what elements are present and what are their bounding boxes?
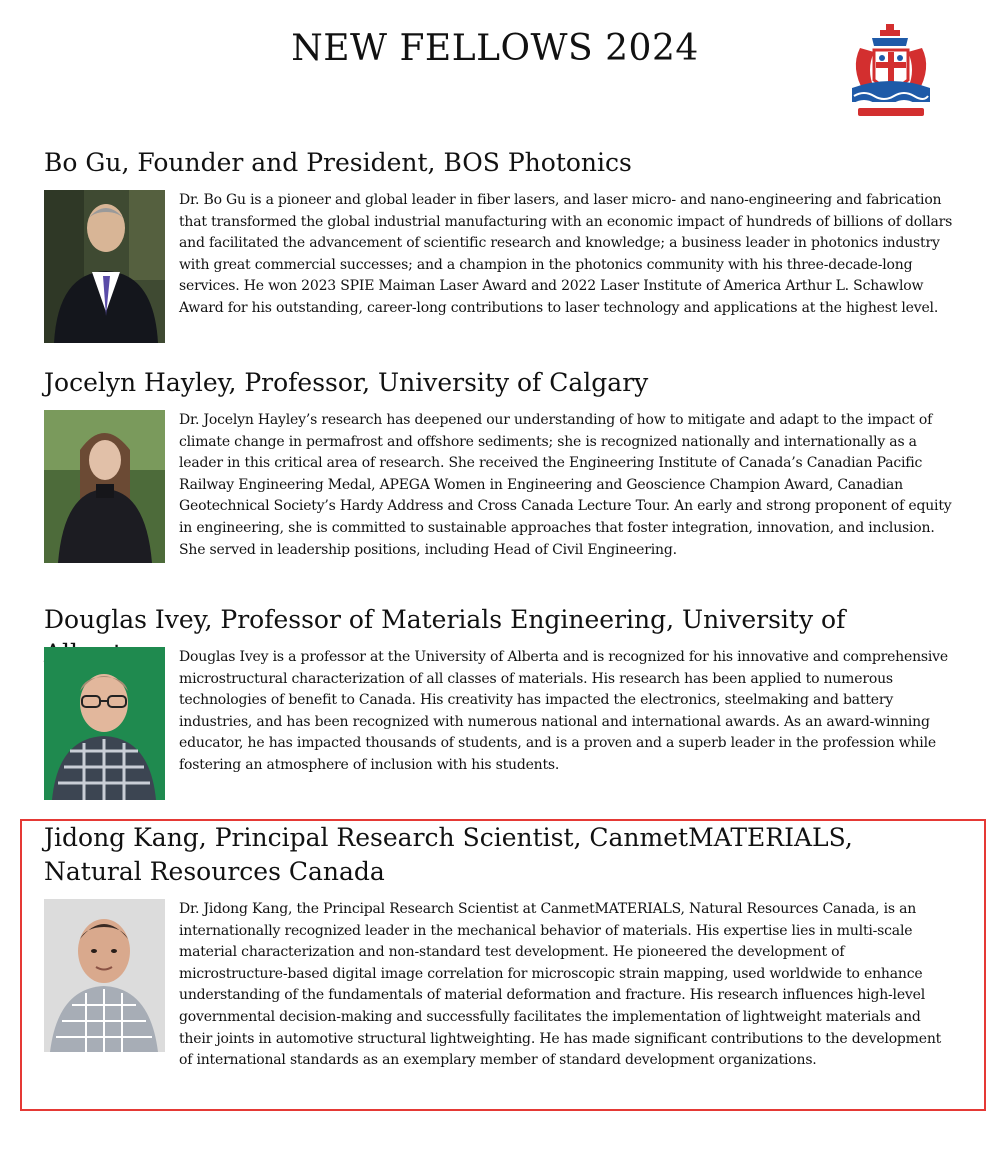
fellow-entry-jidong-kang [44,821,956,1072]
fellow-bio: Douglas Ivey is a professor at the University of Alberta and is recognized for his innovative and comprehensive microstructural characterization of all classes of materials. His research has been applied to numerous technologies of benefit to Canada. His creativity has impacted the electronics, steelmaking and battery industries, and has been recognized with numerous national and international awards. As an award-winning educator, he has impacted thousands of students, and is a proven and a superb leader in the profession while fostering an atmosphere of inclusion with his students. [179,649,948,773]
fellow-name: Bo Gu, Founder and President, BOS Photonics [44,148,632,177]
fellow-photo [44,899,165,1052]
fellow-photo [44,410,165,563]
fellow-photo [44,647,165,800]
fellow-entry-bo-gu [44,146,956,343]
fellow-bio: Dr. Jidong Kang, the Principal Research Scientist at CanmetMATERIALS, Natural Resources Canada, is an internationally recognized leader in the mechanical behavior of materials. His expertise lies in multi-scale material characterization and non-standard test development. He pioneered the development of microstructure-based digital image correlation for microscopic strain mapping, used worldwide to enhance understanding of the fundamentals of material deformation and fracture. His research influences high-level governmental decision-making and successfully facilitates the implementation of lightweight materials and their joints in automotive structural lightweighting. He has made significant contributions to the development of international standards as an exemplary member of standard development organizations. [179,901,942,1069]
fellow-name: Jocelyn Hayley, Professor, University of Calgary [44,368,649,397]
page-title: NEW FELLOWS 2024 [291,28,699,69]
fellow-name: Douglas Ivey, Professor of Materials Engineering, University of [44,605,846,634]
crest-logo [842,22,940,122]
fellow-bio: Dr. Bo Gu is a pioneer and global leader in fiber lasers, and laser micro- and nano-engineering and fabrication that transformed the global industrial manufacturing with an economic impact of hundreds of billions of dollars and facilitated the advancement of scientific research and knowledge; a business leader in photonics industry with great commercial successes; and a champion in the photonics community with his three-decade-long services. He won 2023 SPIE Maiman Laser Award and 2022 Laser Institute of America Arthur L. Schawlow Award for his outstanding, career-long contributions to laser technology and applications at the highest level. [179,192,953,316]
fellow-photo [44,190,165,343]
fellow-bio: Dr. Jocelyn Hayley’s research has deepened our understanding of how to mitigate and adapt to the impact of climate change in permafrost and offshore sediments; she is recognized nationally and internationally as a leader in this critical area of research. She received the Engineering Institute of Canada’s Canadian Pacific Railway Engineering Medal, APEGA Women in Engineering and Geoscience Champion Award, Canadian Geotechnical Society’s Hardy Address and Cross Canada Lecture Tour. An early and strong proponent of equity in engineering, she is committed to sustainable approaches that foster integration, innovation, and inclusion. She served in leadership positions, including Head of Civil Engineering. [179,412,952,558]
fellow-entry-douglas-ivey [44,603,956,800]
fellow-entry-jocelyn-hayley [44,366,956,563]
fellow-name: Jidong Kang, Principal Research Scientist, CanmetMATERIALS, Natural Resources Canada [44,823,853,886]
